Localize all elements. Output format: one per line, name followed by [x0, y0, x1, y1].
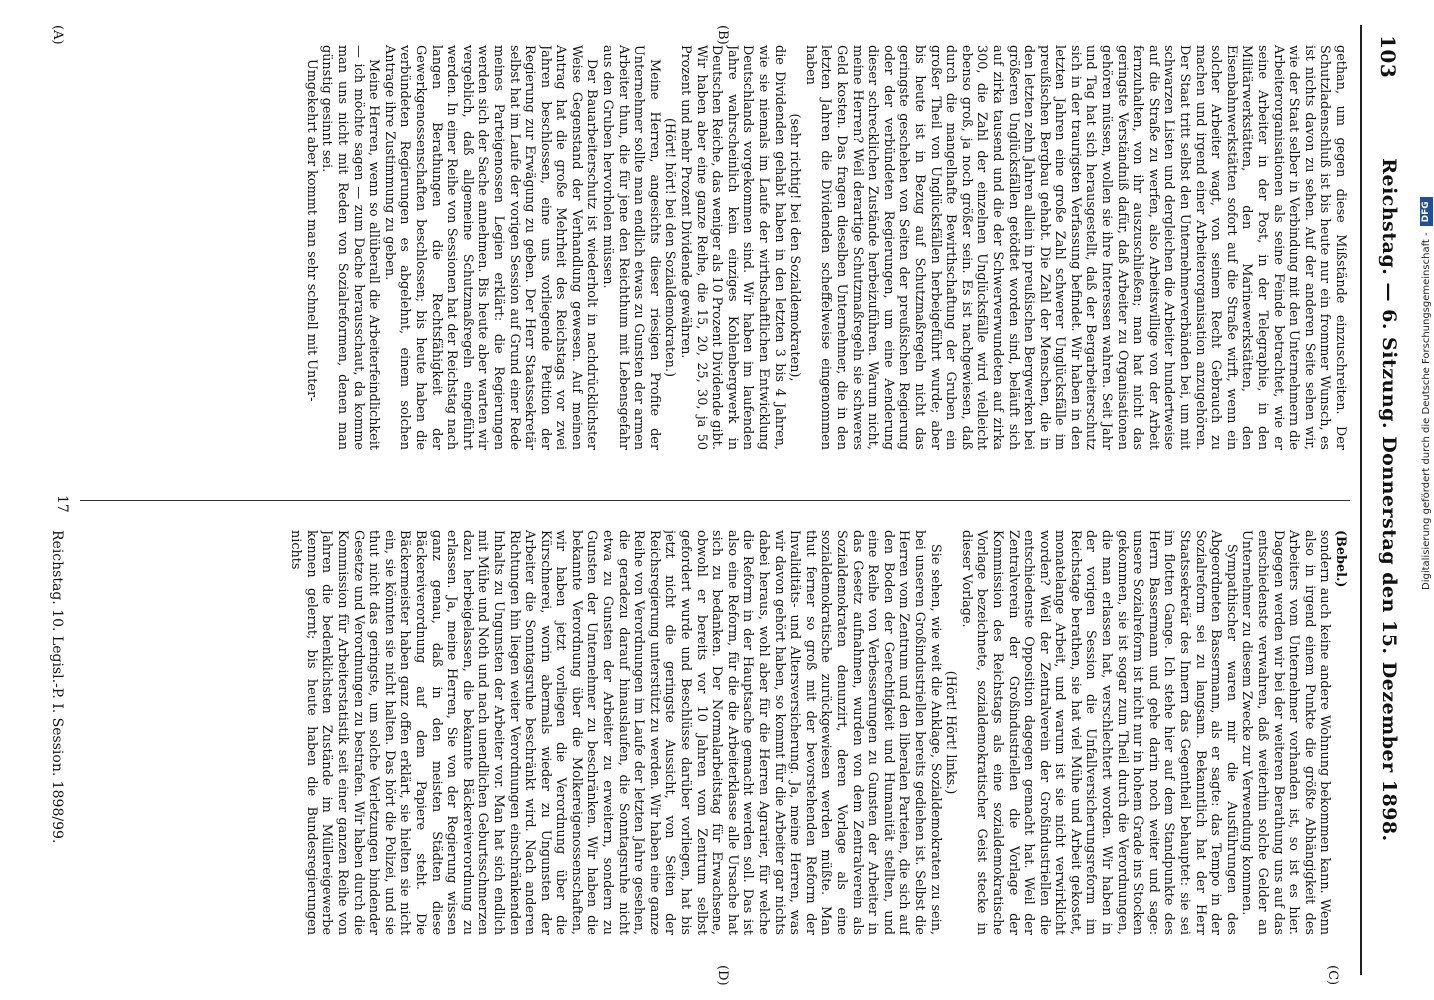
column-right [88, 530, 1348, 935]
margin-letter-b: (B) [715, 25, 730, 45]
signature-mark: 17 [54, 495, 70, 513]
paragraph: gethan, um gegen diese Mißstände einzuschreiten. Der Schutzladenschluß ist bis heute nur ein frommer Wunsch, es ist nichts davon zu sehen. Auf der anderen Seite sehen wir, wie der Staat selber in Verbindung mit den Unternehmern die Arbeiterorganisationen als seine Feinde betrachtet, wie er seine Arbeiter in der Post, in der Telegraphie, in den Militärwerkstätten, den Marinewerkstätten, den Eisenbahnwerkstätten sofort auf die Straße wirft, wenn ein solcher Arbeiter wagt, von seinem Recht Gebrauch zu machen und irgend einer Arbeiterorganisation anzugehören. Der Staat tritt selbst den Unternehmerverbänden bei, um mit schwarzen Listen und dergleichen die Arbeiter hundertweise auf die Straße zu werfen, also Arbeitswillige von der Arbeit fernzuhalten, von ihr auszuschließen; man hat nicht das geringste Verständniß dafür, daß Arbeiter zu Organisationen gehören müssen, wollen sie ihre Interessen wahren. Seit Jahr und Tag hat sich herausgestellt, daß der Bergarbeiterschutz sich in der traurigsten Verfassung befindet. Wir haben in den letzten Jahren eine große Zahl schwerer Unglücksfälle im preußischen Bergbau gehabt. Die Zahl der Menschen, die in den letzten zehn Jahren allein in preußischen Bergwerken bei größeren Unglücksfällen getödtet worden sind, beläuft sich auf zirka tausend und die der Schwerverwundeten auf zirka 300, die Zahl der einzelnen Unglücksfälle wird vielleicht ebenso groß, ja noch größer sein. Es ist nachgewiesen, daß durch die mangelhafte Bewirthschaftung der Gruben ein großer Theil von Unglücksfällen herbeigeführt wurde; aber bis heute ist in Bezug auf Schutzmaßregeln nicht das geringste geschehen von Seiten der preußischen Regierung oder der verbündeten Regierungen, um eine Aenderung dieser schrecklichen Zustände herbeizuführen. Warum nicht, meine Herren? Weil derartige Schutzmaßregeln sie schweres Geld kosten. Das fragen dieselben Unternehmer, die in den letzten Jahren die Dividenden scheffelweise eingenommen haben [802, 45, 1348, 450]
paragraph: sondern auch keine andere Wohnung bekommen kann. Wenn also in irgend einem Punkte die größte Abhängigkeit des Arbeiters vom Unternehmer vorhanden ist, so ist es hier. Dagegen werden wir bei der weiteren Berathung uns auf das entschiedenste verwahren, daß weiterhin solche Gelder an Unternehmer zu diesem Zwecke zur Verwendung kommen. [1239, 530, 1333, 935]
header-rule [1360, 25, 1362, 975]
margin-letter-d: (D) [715, 965, 730, 986]
credit-text: Digitalisierung gefördert durch die Deutsche Forschungsgemeinschaft - [1420, 232, 1432, 590]
paragraph: Meine Herren, angesichts dieser riesigen Profite der Unternehmer sollte man endlich etwas zu Gunsten der armen Arbeiter thun, die für jene den Reichthum mit Lebensgefahr aus den Gruben hervorholen müssen. [600, 45, 662, 450]
paragraph: Sie sehen, wie weit die Anklage, Sozialdemokraten zu sein, bei unseren Großindustriellen bereits gediehen ist. Selbst die Herren vom Zentrum und den liberalen Parteien, die sich auf den Boden der Gerechtigkeit und Humanität stellten, und eine Reihe von Verbesserungen zu Gunsten der Arbeiter in das Gesetz aufnahmen, wurden von dem Zentralverein als Sozialdemokraten denunzirt, deren Vorlage als eine sozialdemokratische zurückgewiesen werden müßte. Man thut ferner so groß mit der bevorstehenden Reform der Invaliditäts- und Altersversicherung. Ja, meine Herren, was wir davon gehört haben, so kommt für die Arbeiter gar nichts dabei heraus, wohl aber für die Herren Agrarier, für welche die Reform in der Hauptsache gemacht werden soll. Das ist also eine Reform, für die die Arbeiterklasse alle Ursache hat sich zu bedanken. Der Normalarbeitstag für Erwachsene, obwohl er bereits vor 10 Jahren vom Zentrum selbst gefordert wurde und Beschlüsse darüber vorliegen, hat bis jetzt nicht die geringste Aussicht, von Seiten der Reichsregierung unterstützt zu werden. Wir haben eine ganze Reihe von Verordnungen im Laufe der letzten Jahre gesehen, die geradezu darauf hinauslaufen, die Sonntagsruhe nicht etwa zu Gunsten der Arbeiter zu erweitern, sondern zu Gunsten der Unternehmer zu beschränken. Wir haben die bekannte Verordnung über die Molkereigenossenschaften, wir haben jetzt vorliegen die Verordnung über die Kürschnerei, worin abermals wieder zu Ungunsten der Arbeiter die Sonntagsruhe beschränkt wird. Nach anderen Richtungen hin liegen weiter Verordnungen einschränkenden Inhalts zu Ungunsten der Arbeiter vor. Man hat sich endlich mit Mühe und Noth und nach unendlichen Geburtsschmerzen dazu herbeigelassen, die bekannte Bäckereiverordnung zu erlassen. Ja, meine Herren, Sie von der Regierung wissen ganz genau, daß in den meisten Städten diese Bäckereiverordnung auf dem Papiere steht. Die Bäckermeister haben ganz offen erklärt, sie hielten sie nicht ein, sie könnten sie nicht halten. Das hört die Polizei, und sie thut nicht das geringste, um solche Verletzungen bindender Gesetze und Verordnungen zu bestrafen. Wir haben durch die Kommission für Arbeiterstatistik seit einer ganzen Reihe von Jahren die bedenklichsten Zustände im Müllereigewerbe kennen gelernt; bis heute haben die Bundesregierungen nichts [288, 530, 943, 935]
page-footer: Reichstag. 10. Legisl.-P. I. Session. 1898/99. [49, 530, 65, 844]
interjection: (Hört! Hört! links.) [943, 670, 959, 795]
page-header [1360, 25, 1400, 975]
interjection: (Hört! hört! bei den Sozialdemokraten.) [662, 118, 678, 377]
column-divider [80, 500, 1350, 501]
dfg-logo: DFG [1420, 197, 1433, 226]
interjection: (sehr richtig! bei den Sozialdemokraten), [787, 113, 803, 382]
margin-letter-a: (A) [50, 25, 65, 45]
column-left [88, 45, 1348, 450]
margin-letter-c: (C) [1325, 965, 1340, 986]
speaker-name: (Bebel.) [1333, 530, 1348, 588]
digitization-credit [1419, 10, 1433, 590]
paragraph: Meine Herren, wenn so allüberall die Arbeiterfeindlichkeit — ich möchte sagen — zum Dache herausschaut, da komme man uns nicht mit Reden von Sozialreformen, denen man günstig gesinnt sei. [319, 45, 382, 450]
page-number: 103 [1376, 35, 1400, 79]
paragraph: Umgekehrt aber kommt man sehr schnell mit Unter- [303, 59, 319, 402]
running-title: Reichstag. — 6. Sitzung. Donnerstag den 15. Dezember 1898. [1378, 158, 1400, 842]
paragraph: Sympathischer waren mir die Ausführungen des Abgeordneten Bassermann, als er sagte: das Tempo in der Sozialreform sei zu langsam. Bekanntlich hat der Herr Staatssekretär des Innern das Gegentheil behauptet: sie sei im flotten Gange. Ich stehe hier auf dem Standpunkte des Herrn Bassermann und gehe darin noch weiter und sage: unsere Sozialreform ist nicht nur in hohem Grade ins Stocken gekommen, sie ist sogar zum Theil durch die Verordnungen, die man erlassen hat, verschlechtert worden. Wir haben in der vorigen Session die Unfallversicherungsreform im Reichstage berathen, sie hat viel Mühe und Arbeit gekostet, monatelange Arbeit, und warum ist sie nicht verwirklicht worden? Weil der Zentralverein der Großindustriellen die entschiedenste Opposition dagegen gemacht hat. Weil der Zentralverein der Großindustriellen die Vorlage der Kommission des Reichstags als eine sozialdemokratische Vorlage bezeichnete, sozialdemokratischer Geist stecke in dieser Vorlage. [958, 530, 1239, 935]
paragraph: die Dividenden gehabt haben in den letzten 3 bis 4 Jahren, wie sie niemals im Laufe der wirthschaftlichen Entwicklung Deutschlands vorgekommen sind. Wir haben im laufenden Jahre wahrscheinlich kein einziges Kohlenbergwerk in Deutschen Reiche, das weniger als 10 Prozent Dividende gibt. Wir haben aber eine ganze Reihe, die 15, 20, 25, 30, ja 50 Prozent und mehr Prozent Dividende gewähren. [678, 45, 787, 450]
paragraph: Der Bauarbeiterschutz ist wiederholt in nachdrücklichster Weise Gegenstand der Verhandlung gewesen. Auf meinen Antrag hat die große Mehrheit des Reichstags vor zwei Jahren beschlossen, eine uns vorliegende Petition der Regierung zur Erwägung zu geben. Der Herr Staatssekretär selbst hat im Laufe der vorigen Session auf Grund einer Rede meines Parteigenossen Legien erklärt: die Regierungen werden sich der Sache annehmen. Bis heute aber warten wir vergeblich, daß allgemeine Schutzmaßregeln eingeführt werden. In einer Reihe von Sessionen hat der Reichstag nach langen Berathungen die Rechtsfähigkeit der Gewerkgenossenschaften beschlossen; bis heute haben die verbündeten Regierungen es abgelehnt, einem solchen Antrage ihre Zustimmung zu geben. [381, 45, 600, 450]
scanned-page [20, 25, 1420, 986]
